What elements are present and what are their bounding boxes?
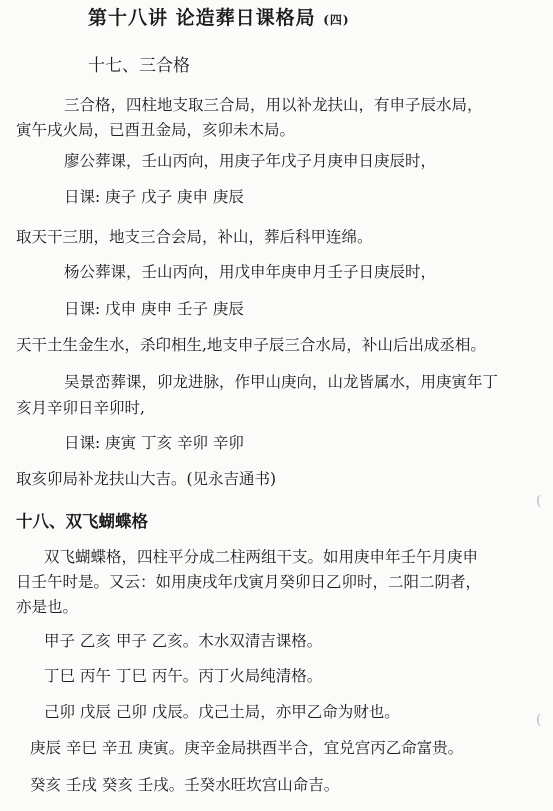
s18-line: 亦是也。 bbox=[16, 598, 79, 616]
s17-line: 取亥卯局补龙扶山大吉。(见永吉通书) bbox=[16, 470, 277, 488]
s18-line: 双飞蝴蝶格，四柱平分成二柱两组干支。如用庚申年壬午月庚申 bbox=[44, 548, 479, 566]
s18-line: 己卯 戊辰 己卯 戊辰。戊己土局，亦甲乙命为财也。 bbox=[44, 703, 400, 721]
s18-line: 日壬午时是。又云：如用庚戌年戊寅月癸卯日乙卯时，二阳二阴者， bbox=[16, 573, 482, 591]
section-18-heading: 十八、双飞蝴蝶格 bbox=[16, 512, 148, 531]
s17-daily-chart: 日课: 庚寅 丁亥 辛卯 辛卯 bbox=[64, 434, 244, 452]
s17-line: 取天干三朋，地支三合会局，补山，葬后科甲连绵。 bbox=[16, 228, 373, 246]
section-17-heading: 十七、三合格 bbox=[88, 56, 190, 76]
s17-daily-chart: 日课: 戊申 庚申 壬子 庚辰 bbox=[64, 300, 244, 318]
s17-line: 杨公葬课，壬山丙向，用戊申年庚申月壬子日庚辰时， bbox=[64, 263, 437, 281]
title-main: 第十八讲 论造葬日课格局 bbox=[88, 7, 316, 29]
title-part: (四) bbox=[323, 13, 350, 27]
s17-line: 三合格，四柱地支取三合局，用以补龙扶山，有申子辰水局， bbox=[64, 96, 483, 114]
s17-line: 寅午戌火局，已酉丑金局，亥卯未木局。 bbox=[16, 121, 296, 139]
s18-line: 甲子 乙亥 甲子 乙亥。木水双清吉课格。 bbox=[44, 632, 323, 650]
s18-line: 庚辰 辛巳 辛丑 庚寅。庚辛金局拱酉半合，宜兑宫丙乙命富贵。 bbox=[30, 739, 464, 757]
s17-line: 天干土生金生水，杀印相生,地支申子辰三合水局，补山后出成丞相。 bbox=[16, 336, 486, 354]
s18-line: 癸亥 壬戌 癸亥 壬戌。壬癸水旺坎宫山命吉。 bbox=[30, 776, 340, 794]
s17-daily-chart: 日课: 庚子 戊子 庚申 庚辰 bbox=[64, 188, 244, 206]
margin-mark: ( bbox=[536, 493, 542, 509]
s17-line: 吴景峦葬课，卯龙进脉，作甲山庚向，山龙皆属水，用庚寅年丁 bbox=[64, 373, 499, 391]
page-title bbox=[88, 8, 350, 30]
s17-line: 亥月辛卯日辛卯时, bbox=[16, 399, 145, 417]
s18-line: 丁巳 丙午 丁巳 丙午。丙丁火局纯清格。 bbox=[44, 667, 323, 685]
margin-mark: ( bbox=[536, 712, 542, 728]
s17-line: 廖公葬课，壬山丙向，用庚子年戊子月庚申日庚辰时， bbox=[64, 152, 437, 170]
